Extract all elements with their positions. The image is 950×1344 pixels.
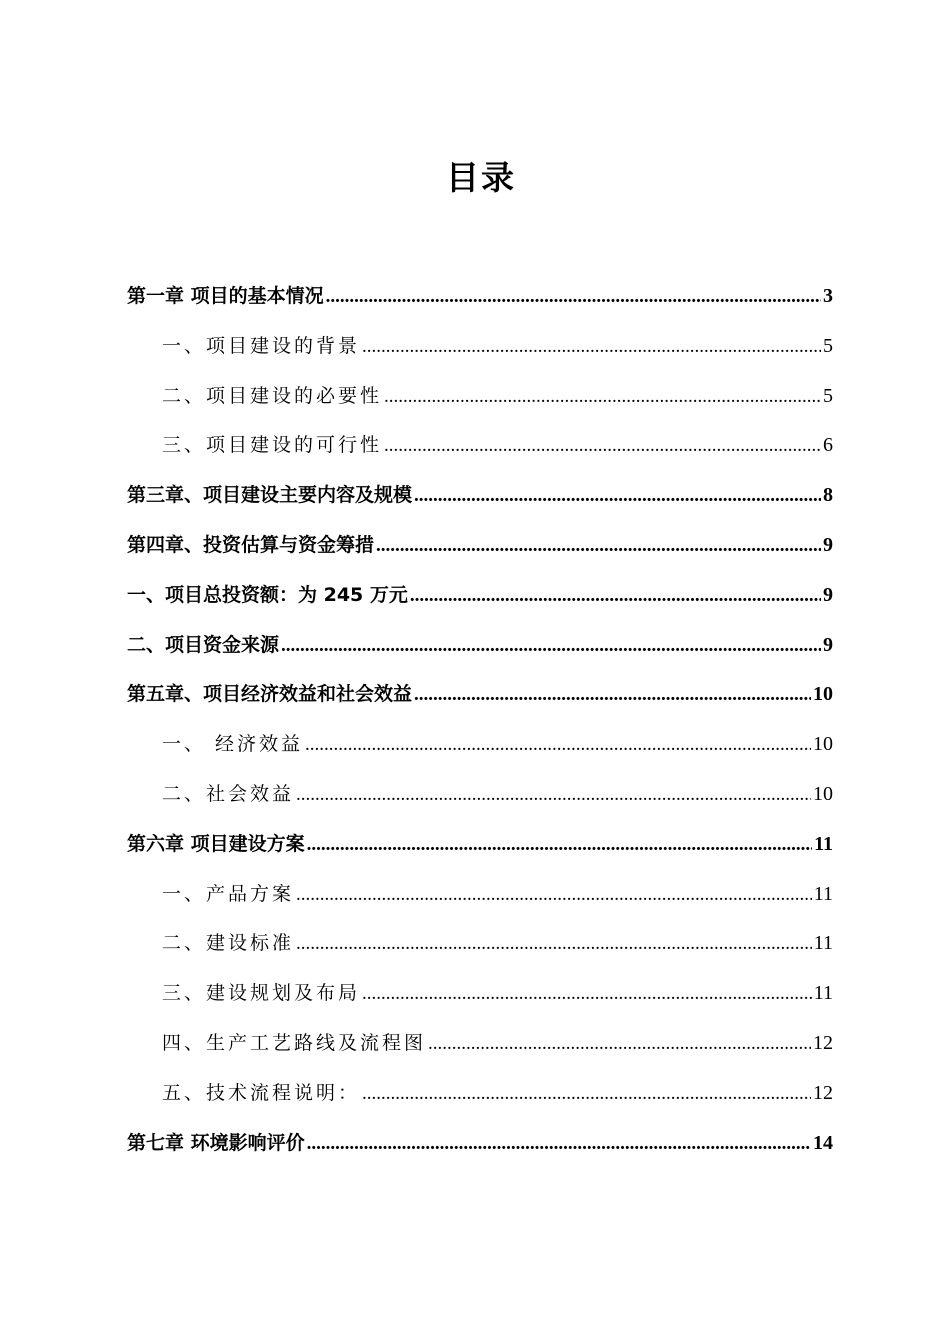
dot-leader xyxy=(281,631,821,660)
toc-entry-label: 第六章 项目建设方案 xyxy=(127,832,305,855)
toc-entry-label: 二、社会效益 xyxy=(162,783,295,805)
dot-leader xyxy=(410,581,821,610)
toc-entry[interactable] xyxy=(162,779,833,809)
toc-entry[interactable] xyxy=(127,630,833,660)
toc-entry[interactable] xyxy=(162,1078,833,1108)
toc-page-number: 10 xyxy=(813,683,833,706)
toc-entry-label: 四、生产工艺路线及流程图 xyxy=(162,1032,427,1054)
dot-leader xyxy=(305,730,811,759)
toc-page-number: 5 xyxy=(823,334,833,357)
toc-entry[interactable] xyxy=(127,829,833,859)
toc-page-number: 10 xyxy=(813,733,833,756)
toc-page-number: 3 xyxy=(823,285,833,307)
dot-leader xyxy=(376,531,821,560)
toc-entry[interactable] xyxy=(127,1128,833,1158)
toc-entry-label: 二、建设标准 xyxy=(162,932,295,955)
toc-entry-label: 第三章、项目建设主要内容及规模 xyxy=(127,484,413,507)
dot-leader xyxy=(384,382,821,411)
toc-entry[interactable] xyxy=(162,1028,833,1058)
toc-page-number: 12 xyxy=(813,1032,833,1054)
dot-leader xyxy=(296,880,812,909)
dot-leader xyxy=(414,481,821,510)
toc-entry[interactable] xyxy=(162,729,833,759)
page-title: 目录 xyxy=(446,158,516,197)
toc-entry-label: 二、项目资金来源 xyxy=(127,633,280,656)
toc-entry-label: 第七章 环境影响评价 xyxy=(127,1131,305,1154)
dot-leader xyxy=(362,332,821,361)
dot-leader xyxy=(362,979,812,1008)
toc-entry-label: 三、项目建设的可行性 xyxy=(162,434,383,457)
toc-page-number: 10 xyxy=(813,783,833,805)
dot-leader xyxy=(384,431,821,460)
toc-entry-label: 五、技术流程说明： xyxy=(162,1081,361,1104)
toc-entry[interactable] xyxy=(162,978,833,1008)
toc-entry-label: 一、 经济效益 xyxy=(162,733,304,756)
toc-entry[interactable] xyxy=(127,580,833,610)
toc-entry[interactable] xyxy=(162,928,833,958)
toc-entry[interactable] xyxy=(127,530,833,560)
toc-page-number: 9 xyxy=(823,583,833,606)
toc-page-number: 8 xyxy=(823,484,833,507)
toc-entry-label: 第四章、投资估算与资金筹措 xyxy=(127,534,375,556)
dot-leader xyxy=(296,780,811,809)
toc-entry[interactable] xyxy=(162,381,833,411)
toc-page-number: 11 xyxy=(813,982,833,1005)
dot-leader xyxy=(362,1079,811,1108)
toc-page-number: 9 xyxy=(823,534,833,556)
dot-leader xyxy=(414,680,811,709)
toc-entry-label: 第五章、项目经济效益和社会效益 xyxy=(127,683,413,706)
toc-page-number: 9 xyxy=(823,633,833,656)
dot-leader xyxy=(307,1129,811,1158)
toc-page-number: 12 xyxy=(813,1081,833,1104)
toc-entry-label: 一、项目总投资额：为 245 万元 xyxy=(127,583,408,606)
dot-leader xyxy=(307,830,812,859)
toc-entry-label: 二、项目建设的必要性 xyxy=(162,384,383,407)
toc-entry[interactable] xyxy=(127,679,833,709)
dot-leader xyxy=(326,282,821,311)
toc-entry-label: 三、建设规划及布局 xyxy=(162,982,361,1005)
toc-page-number: 11 xyxy=(814,832,833,855)
toc-entry[interactable] xyxy=(127,480,833,510)
toc-entry[interactable] xyxy=(162,331,833,361)
dot-leader xyxy=(296,929,812,958)
toc-page-number: 11 xyxy=(813,882,833,905)
dot-leader xyxy=(428,1029,811,1058)
toc-entry-label: 一、产品方案 xyxy=(162,882,295,905)
toc-page-number: 11 xyxy=(813,932,833,955)
toc-page-number: 6 xyxy=(823,434,833,457)
toc-entry[interactable] xyxy=(162,430,833,460)
toc-page-number: 5 xyxy=(823,384,833,407)
toc-entry-label: 第一章 项目的基本情况 xyxy=(127,285,324,307)
toc-entry[interactable] xyxy=(127,281,833,311)
toc-page-number: 14 xyxy=(813,1131,833,1154)
toc-entry-label: 一、项目建设的背景 xyxy=(162,334,361,357)
toc-entry[interactable] xyxy=(162,879,833,909)
